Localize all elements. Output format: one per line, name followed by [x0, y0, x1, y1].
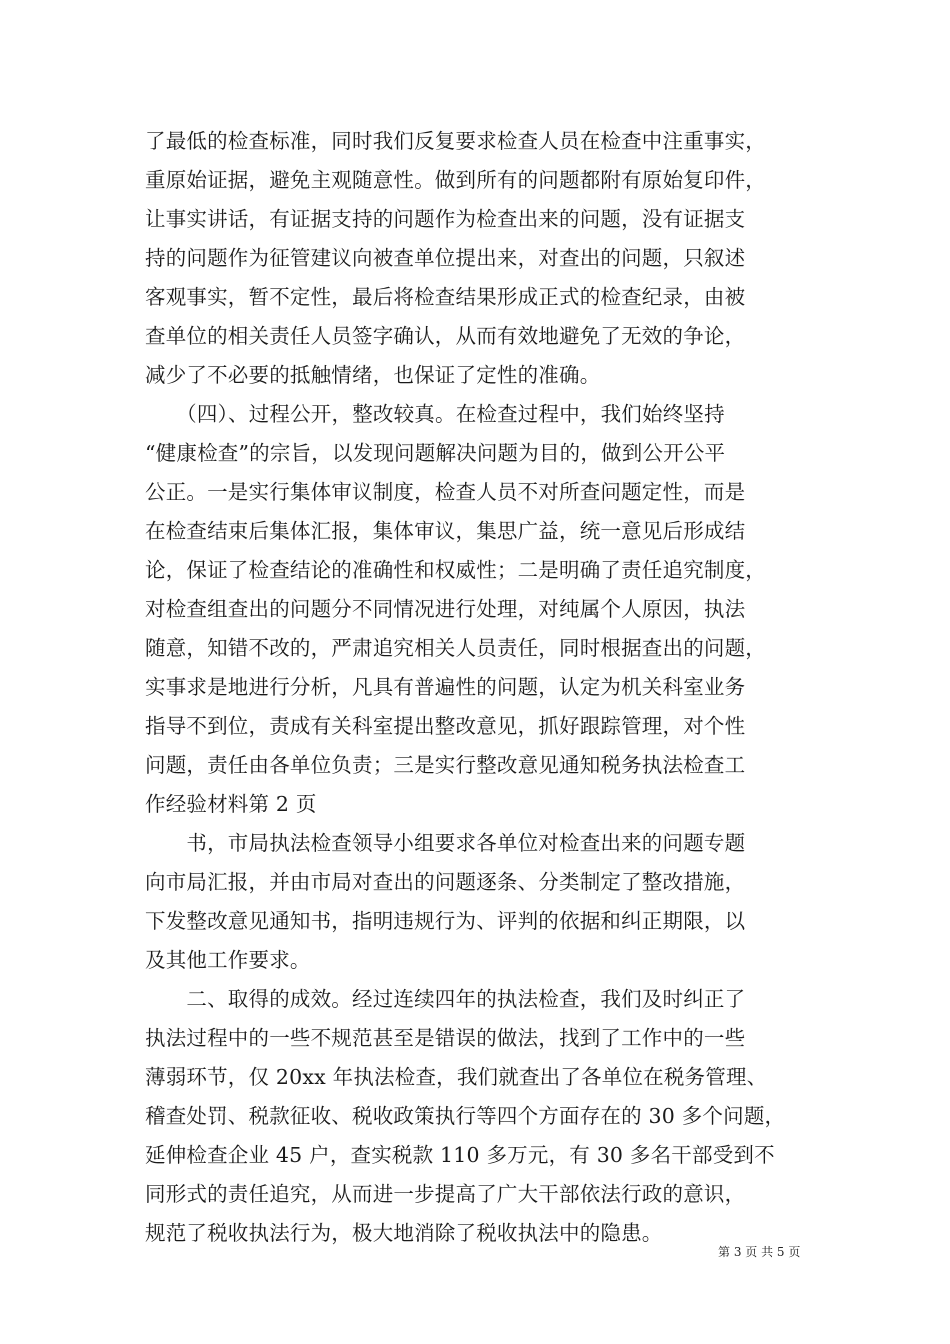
document-body: [145, 122, 810, 1253]
text-line: 让事实讲话，有证据支持的问题作为检查出来的问题，没有证据支: [145, 207, 746, 231]
text-line: 及其他工作要求。: [145, 948, 311, 972]
text-line: 执法过程中的一些不规范甚至是错误的做法，找到了工作中的一些: [145, 1026, 746, 1050]
text-line: 延伸检查企业 45 户，查实税款 110 多万元，有 30 多名干部受到不: [145, 1143, 775, 1167]
text-line: 了最低的检查标准，同时我们反复要求检查人员在检查中注重事实，: [145, 129, 766, 153]
text-line: 二、取得的成效。经过连续四年的执法检查，我们及时纠正了: [145, 987, 746, 1011]
text-line: 客观事实，暂不定性，最后将检查结果形成正式的检查纪录，由被: [145, 285, 746, 309]
text-line: 问题，责任由各单位负责；三是实行整改意见通知税务执法检查工: [145, 753, 746, 777]
text-line: 论，保证了检查结论的准确性和权威性；二是明确了责任追究制度，: [145, 558, 766, 582]
text-line: 稽查处罚、税款征收、税收政策执行等四个方面存在的 30 多个问题，: [145, 1104, 786, 1128]
text-line: 规范了税收执法行为，极大地消除了税收执法中的隐患。: [145, 1221, 663, 1245]
text-line: 减少了不必要的抵触情绪，也保证了定性的准确。: [145, 363, 601, 387]
text-line: 向市局汇报，并由市局对查出的问题逐条、分类制定了整改措施，: [145, 870, 746, 894]
text-line: 作经验材料第 2 页: [145, 792, 317, 816]
text-line: “健康检查”的宗旨，以发现问题解决问题为目的，做到公开公平: [145, 441, 726, 465]
page-number: 第 3 页 共 5 页: [718, 1245, 801, 1259]
text-line: （四）、过程公开，整改较真。在检查过程中，我们始终坚持: [145, 402, 725, 426]
text-line: 随意，知错不改的，严肃追究相关人员责任，同时根据查出的问题，: [145, 636, 766, 660]
text-line: 薄弱环节，仅 20xx 年执法检查，我们就查出了各单位在税务管理、: [145, 1065, 768, 1089]
text-line: 持的问题作为征管建议向被查单位提出来，对查出的问题，只叙述: [145, 246, 746, 270]
text-line: 书，市局执法检查领导小组要求各单位对检查出来的问题专题: [145, 831, 746, 855]
text-line: 指导不到位，责成有关科室提出整改意见，抓好跟踪管理，对个性: [145, 714, 746, 738]
text-line: 实事求是地进行分析，凡具有普遍性的问题，认定为机关科室业务: [145, 675, 746, 699]
text-line: 对检查组查出的问题分不同情况进行处理，对纯属个人原因，执法: [145, 597, 746, 621]
text-line: 下发整改意见通知书，指明违规行为、评判的依据和纠正期限，以: [145, 909, 746, 933]
text-line: 公正。一是实行集体审议制度，检查人员不对所查问题定性，而是: [145, 480, 746, 504]
text-line: 在检查结束后集体汇报，集体审议，集思广益，统一意见后形成结: [145, 519, 746, 543]
text-line: 重原始证据，避免主观随意性。做到所有的问题都附有原始复印件，: [145, 168, 766, 192]
text-line: 查单位的相关责任人员签字确认，从而有效地避免了无效的争论，: [145, 324, 746, 348]
text-line: 同形式的责任追究，从而进一步提高了广大干部依法行政的意识，: [145, 1182, 746, 1206]
